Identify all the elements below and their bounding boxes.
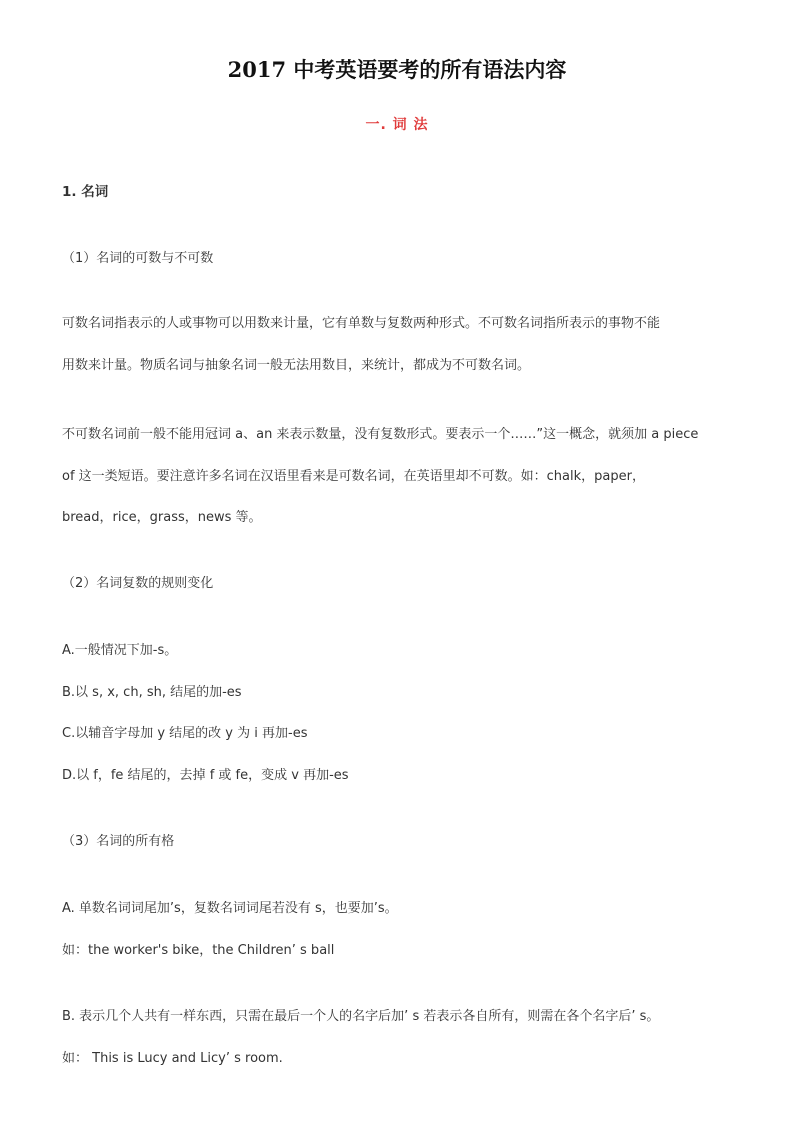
- part3-example-a: 如：the worker's bike，the Children’ s ball: [62, 943, 335, 958]
- part2-heading: （2）名词复数的规则变化: [62, 576, 214, 591]
- part1-heading: （1）名词的可数与不可数: [62, 251, 214, 266]
- section-heading: 一. 词 法: [365, 117, 429, 133]
- part1-paragraph2-line2: of 这一类短语。要注意许多名词在汉语里看来是可数名词，在英语里却不可数。如：chalk，paper，: [62, 469, 645, 484]
- subsection-heading: 1. 名词: [62, 184, 109, 200]
- part3-heading: （3）名词的所有格: [62, 834, 175, 849]
- part1-paragraph1-line2: 用数来计量。物质名词与抽象名词一般无法用数目，来统计，都成为不可数名词。: [62, 358, 531, 373]
- part2-rule-b: B.以 s, x, ch, sh, 结尾的加-es: [62, 685, 242, 700]
- part2-rule-a: A.一般情况下加-s。: [62, 643, 178, 658]
- part2-rule-d: D.以 f，fe 结尾的，去掉 f 或 fe，变成 v 再加-es: [62, 768, 349, 783]
- part3-rule-b: B. 表示几个人共有一样东西，只需在最后一个人的名字后加’ s 若表示各自所有，则需在各个名字后’ s。: [62, 1009, 660, 1024]
- part1-paragraph1-line1: 可数名词指表示的人或事物可以用数来计量，它有单数与复数两种形式。不可数名词指所表示的事物不能: [62, 316, 661, 331]
- document-title: 2017 中考英语要考的所有语法内容: [227, 57, 567, 82]
- part2-rule-c: C.以辅音字母加 y 结尾的改 y 为 i 再加-es: [62, 726, 308, 741]
- part1-paragraph2-line1: 不可数名词前一般不能用冠词 a、an 来表示数量，没有复数形式。要表示一个……”这一概念，就须加 a piece: [62, 427, 699, 442]
- part1-paragraph2-line3: bread，rice，grass，news 等。: [62, 510, 262, 525]
- part3-example-b: 如： This is Lucy and Licy’ s room.: [62, 1051, 283, 1066]
- part3-rule-a: A. 单数名词词尾加’s，复数名词词尾若没有 s，也要加’s。: [62, 901, 398, 916]
